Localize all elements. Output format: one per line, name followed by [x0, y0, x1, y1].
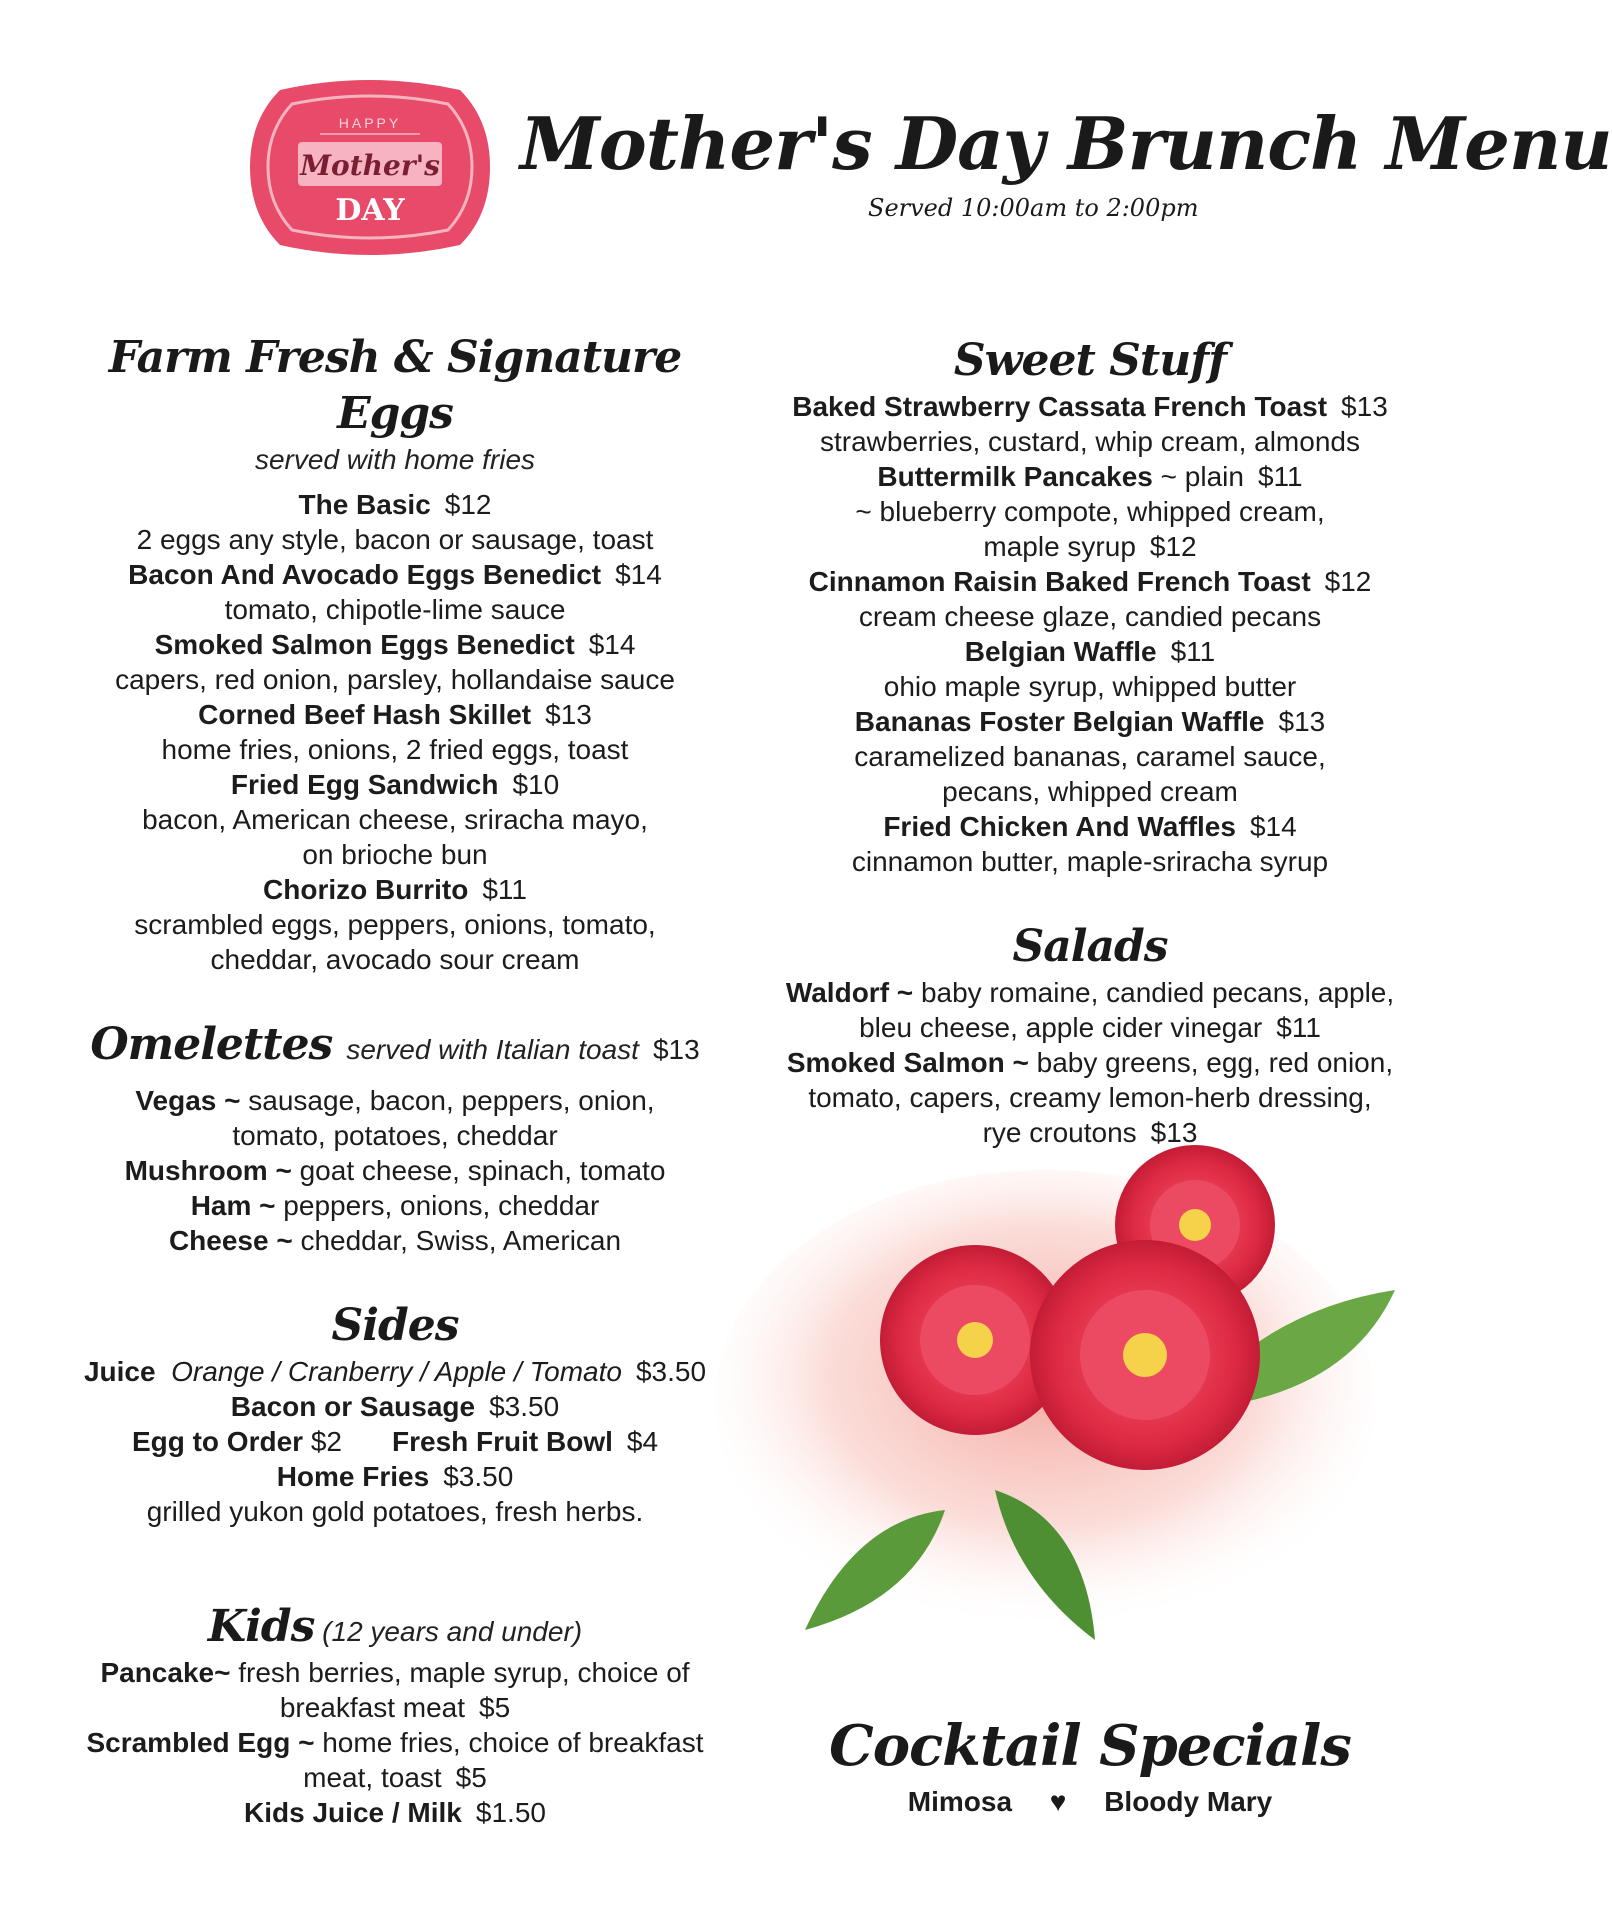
- badge-mothers: Mother's: [300, 149, 440, 182]
- cocktail-list: [745, 1786, 1435, 1818]
- salads-title: Salads: [1012, 921, 1168, 972]
- page-subtitle: Served 10:00am to 2:00pm: [868, 194, 1199, 222]
- cocktail-section: [745, 1712, 1435, 1818]
- badge-day: DAY: [335, 193, 405, 228]
- badge-happy: HAPPY: [338, 115, 402, 131]
- eggs-title: Farm Fresh & Signature Eggs: [108, 332, 682, 439]
- menu-item: Cinnamon Raisin Baked French Toast $12: [808, 566, 1372, 597]
- menu-item: Buttermilk Pancakes ~ plain $11: [877, 461, 1303, 492]
- kids-title: Kids: [207, 1601, 315, 1652]
- menu-item: Home Fries $3.50: [276, 1461, 514, 1492]
- menu-item: Bananas Foster Belgian Waffle $13: [854, 706, 1326, 737]
- sweet-list: Baked Strawberry Cassata French Toast $13 strawberries, custard, whip cream, almonds Buttermilk Pancakes ~ plain $11 ~ blueberry compote, whipped cream, maple syrup $12 Cinnamon Raisin Baked French Toast $12 cream cheese glaze, candied pecans Belgian Waffle $11 ohio maple syrup, whipped butter Bananas Foster Belgian Waffle $13 caramelized bananas, caramel sauce, pecans, whipped cream Fried Chicken And Waffles $14 cinnamon butter, maple-sriracha syrup: [745, 389, 1435, 879]
- menu-item: Ham ~ peppers, onions, cheddar: [190, 1190, 600, 1221]
- kids-list: Pancake~ fresh berries, maple syrup, choice of breakfast meat $5 Scrambled Egg ~ home fries, choice of breakfast meat, toast $5 Kids Juice / Milk $1.50: [50, 1655, 740, 1830]
- menu-item: Egg to Order $2 Fresh Fruit Bowl $4: [131, 1426, 659, 1457]
- menu-item: Vegas ~ sausage, bacon, peppers, onion,: [135, 1085, 655, 1116]
- omelettes-title: Omelettes: [90, 1019, 333, 1070]
- eggs-item-list: [50, 487, 740, 977]
- mothers-day-badge: [240, 80, 500, 255]
- menu-item: Fried Egg Sandwich $10 bacon, American cheese, sriracha mayo, on brioche bun: [142, 769, 648, 870]
- menu-item: The Basic $12 2 eggs any style, bacon or sausage, toast: [136, 489, 654, 555]
- sweet-title: Sweet Stuff: [953, 335, 1227, 386]
- page-title: Mother's Day Brunch Menu: [520, 101, 1612, 186]
- menu-item: Corned Beef Hash Skillet $13 home fries, onions, 2 fried eggs, toast: [161, 699, 629, 765]
- menu-item: Waldorf ~ baby romaine, candied pecans, apple,: [785, 977, 1395, 1008]
- salads-list: Waldorf ~ baby romaine, candied pecans, apple, bleu cheese, apple cider vinegar $11 Smoked Salmon ~ baby greens, egg, red onion, tomato, capers, creamy lemon-herb dressing, rye croutons $13: [745, 975, 1435, 1150]
- left-column: [50, 330, 740, 1830]
- menu-item: Cheese ~ cheddar, Swiss, American: [168, 1225, 622, 1256]
- omelettes-header: [50, 1017, 740, 1073]
- omelettes-note: served with Italian toast: [346, 1034, 639, 1065]
- kids-note: (12 years and under): [322, 1616, 583, 1647]
- menu-item: Juice Orange / Cranberry / Apple / Tomato $3.50: [83, 1356, 707, 1387]
- watercolor-flowers: [745, 1160, 1425, 1720]
- menu-item: Baked Strawberry Cassata French Toast $13: [792, 391, 1388, 422]
- omelettes-list: Vegas ~ sausage, bacon, peppers, onion, tomato, potatoes, cheddar Mushroom ~ goat cheese, spinach, tomato Ham ~ peppers, onions, cheddar Cheese ~ cheddar, Swiss, American: [50, 1083, 740, 1258]
- menu-item: Fried Chicken And Waffles $14: [883, 811, 1297, 842]
- menu-item: Smoked Salmon Eggs Benedict $14 capers, red onion, parsley, hollandaise sauce: [115, 629, 675, 695]
- menu-item: Pancake~ fresh berries, maple syrup, choice of: [100, 1657, 690, 1688]
- menu-item: Bacon or Sausage $3.50: [230, 1391, 560, 1422]
- cocktail-item: Bloody Mary: [1104, 1786, 1273, 1817]
- eggs-note: served with home fries: [254, 444, 536, 475]
- menu-item: Belgian Waffle $11: [964, 636, 1216, 667]
- menu-item: Chorizo Burrito $11 scrambled eggs, peppers, onions, tomato, cheddar, avocado sour cream: [134, 874, 656, 975]
- cocktail-item: Mimosa: [907, 1786, 1013, 1817]
- heart-icon: ♥: [1049, 1786, 1067, 1817]
- menu-item: Mushroom ~ goat cheese, spinach, tomato: [124, 1155, 666, 1186]
- menu-item: Smoked Salmon ~ baby greens, egg, red onion,: [786, 1047, 1394, 1078]
- menu-item: Kids Juice / Milk $1.50: [244, 1797, 546, 1828]
- kids-header: [50, 1599, 740, 1655]
- right-column: [745, 333, 1435, 1150]
- sides-list: Juice Orange / Cranberry / Apple / Tomato $3.50 Bacon or Sausage $3.50 Egg to Order $2 Fresh Fruit Bowl $4 Home Fries $3.50 grilled yukon gold potatoes, fresh herbs.: [50, 1354, 740, 1529]
- menu-item: Bacon And Avocado Eggs Benedict $14 tomato, chipotle-lime sauce: [128, 559, 662, 625]
- flower-icon: [1030, 1240, 1260, 1470]
- menu-item: Scrambled Egg ~ home fries, choice of breakfast: [86, 1727, 704, 1758]
- sides-title: Sides: [331, 1300, 459, 1351]
- cocktail-title: Cocktail Specials: [829, 1713, 1351, 1779]
- omelettes-price: $13: [652, 1034, 700, 1065]
